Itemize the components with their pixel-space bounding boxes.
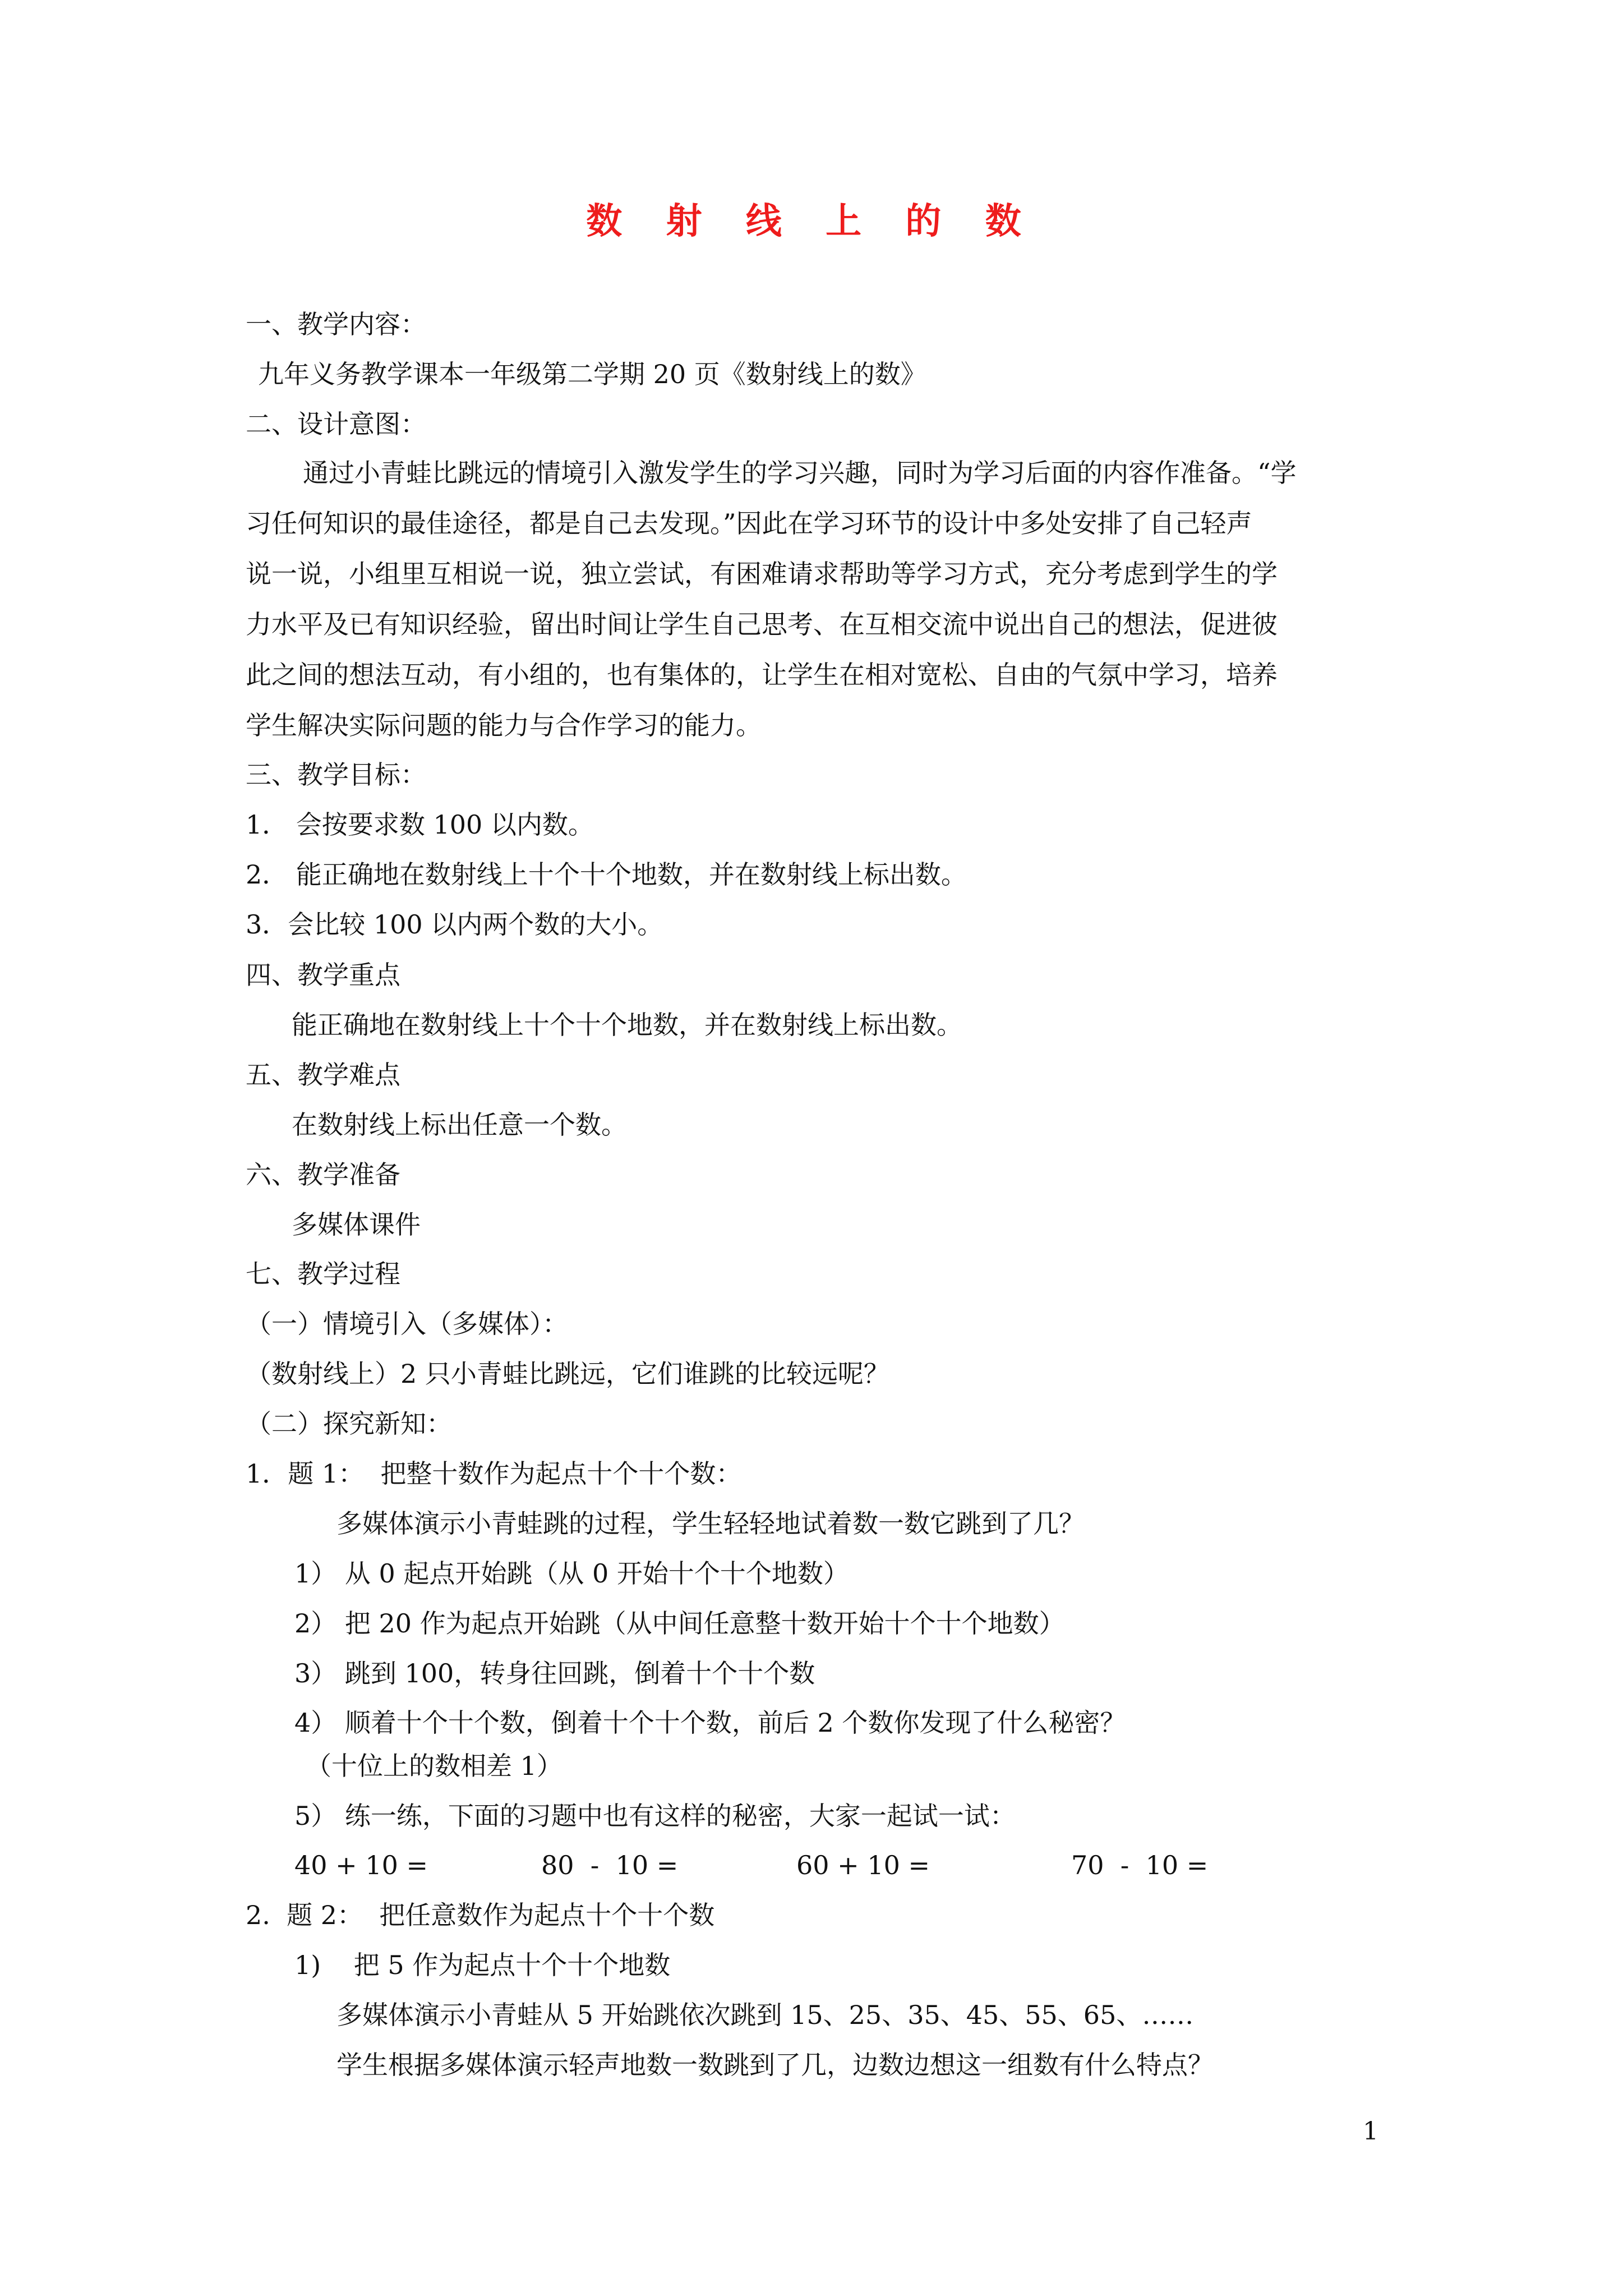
paragraph-line: 通过小青蛙比跳远的情境引入激发学生的学习兴趣，同时为学习后面的内容作准备。“学 [303, 458, 1297, 488]
question-note: （十位上的数相差 1） [306, 1751, 562, 1781]
subsection-heading: （二）探究新知： [246, 1409, 452, 1439]
paragraph-line: 说一说，小组里互相说一说，独立尝试，有困难请求帮助等学习方式，充分考虑到学生的学 [246, 559, 1278, 589]
section-heading-preparation: 六、教学准备 [246, 1159, 400, 1190]
subsection-text: （数射线上）2 只小青蛙比跳远，它们谁跳的比较远呢？ [246, 1359, 889, 1389]
section-heading-content: 一、教学内容： [246, 309, 426, 339]
question-step: 2） 把 20 作为起点开始跳（从中间任意整十数开始十个十个地数） [294, 1608, 1065, 1639]
section-heading-difficulty: 五、教学难点 [246, 1060, 400, 1090]
page-title: 数 射 线 上 的 数 [586, 201, 1037, 242]
section-heading-process: 七、教学过程 [246, 1259, 400, 1289]
question-text: 学生根据多媒体演示轻声地数一数跳到了几，边数边想这一组数有什么特点？ [336, 2050, 1214, 2080]
paragraph-line: 习任何知识的最佳途径，都是自己去发现。”因此在学习环节的设计中多处安排了自己轻声 [246, 508, 1252, 539]
section-heading-key-point: 四、教学重点 [246, 960, 400, 990]
goal-item: 3．会比较 100 以内两个数的大小。 [246, 909, 663, 940]
paragraph-line: 此之间的想法互动，有小组的，也有集体的，让学生在相对宽松、自由的气氛中学习，培养 [246, 660, 1278, 690]
preparation-text: 多媒体课件 [292, 1209, 421, 1240]
paragraph-line: 学生解决实际问题的能力与合作学习的能力。 [246, 710, 762, 740]
content-text: 九年义务教学课本一年级第二学期 20 页《数射线上的数》 [258, 359, 926, 389]
paragraph-line: 力水平及已有知识经验，留出时间让学生自己思考、在互相交流中说出自己的想法，促进彼 [246, 609, 1278, 639]
goal-item: 2． 能正确地在数射线上十个十个地数，并在数射线上标出数。 [246, 859, 967, 890]
exercise-expression: 40 + 10 = [294, 1850, 428, 1880]
exercise-expression: 60 + 10 = [796, 1850, 930, 1880]
exercise-expression: 70 - 10 = [1071, 1850, 1209, 1880]
question-step: 3） 跳到 100，转身往回跳，倒着十个十个数 [294, 1658, 815, 1688]
difficulty-text: 在数射线上标出任意一个数。 [292, 1110, 627, 1140]
question-step: 1) 把 5 作为起点十个十个地数 [294, 1950, 671, 1980]
key-point-text: 能正确地在数射线上十个十个地数，并在数射线上标出数。 [292, 1010, 962, 1040]
exercise-expression: 80 - 10 = [541, 1850, 679, 1880]
question-heading: 1．题 1： 把整十数作为起点十个十个数： [246, 1458, 742, 1489]
goal-item: 1． 会按要求数 100 以内数。 [246, 809, 594, 840]
question-text: 多媒体演示小青蛙从 5 开始跳依次跳到 15、25、35、45、55、65、…… [336, 2000, 1194, 2030]
page-number: 1 [1363, 2117, 1378, 2146]
subsection-heading: （一）情境引入（多媒体）： [246, 1309, 568, 1339]
question-step: 5） 练一练，下面的习题中也有这样的秘密，大家一起试一试： [294, 1801, 1016, 1831]
question-heading: 2. 题 2： 把任意数作为起点十个十个数 [246, 1900, 715, 1930]
section-heading-design: 二、设计意图： [246, 409, 426, 439]
question-step: 1） 从 0 起点开始跳（从 0 开始十个十个地数） [294, 1558, 849, 1589]
question-step: 4） 顺着十个十个数，倒着十个十个数，前后 2 个数你发现了什么秘密？ [294, 1708, 1126, 1738]
question-intro: 多媒体演示小青蛙跳的过程，学生轻轻地试着数一数它跳到了几？ [336, 1508, 1085, 1539]
section-heading-goals: 三、教学目标： [246, 760, 426, 790]
